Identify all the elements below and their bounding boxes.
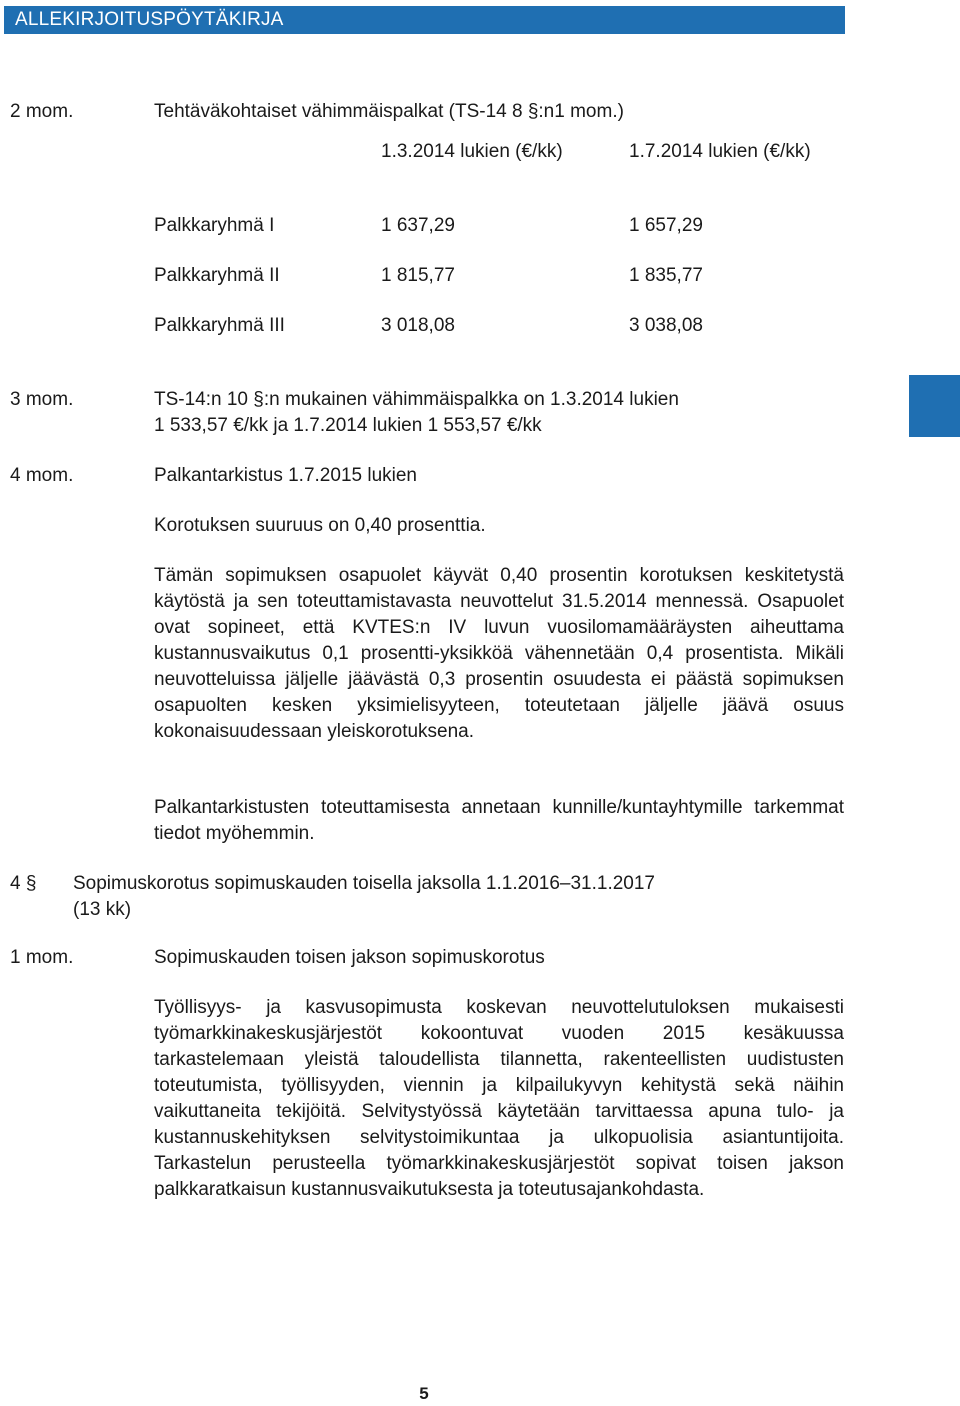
document-title: ALLEKIRJOITUSPÖYTÄKIRJA — [15, 9, 284, 30]
section-heading-line2: (13 kk) — [73, 899, 132, 920]
document-header-bar — [4, 6, 845, 34]
paragraph: Työllisyys- ja kasvusopimusta koskevan neuvottelutuloksen mukaisesti työmarkkinakeskusjärjestöt kokoontuvat vuoden 2015 kesäkuussa tarkastelemaan yleistä taloudellista tilannetta, rakenteellisten uudistusten toteutumista, työllisyyden, viennin ja kilpailukyvyn kehitystä sekä näihin vaikuttaneita tekijöitä. Selvitystyössä käytetään tarvittaessa apuna tulo- ja kustannuskehityksen selvitystoimikuntaa ja ulkopuolisia asiantuntijoita. Tarkastelun perusteella työmarkkinakeskusjärjestöt sopivat toisen jakson palkkaratkaisun kustannusvaikutuksesta ja toteutusajankohdasta. — [154, 997, 844, 1200]
section-4-mom-label: 4 mom. — [10, 465, 74, 486]
paragraph: Tämän sopimuksen osapuolet käyvät 0,40 prosentin korotuksen keskitetystä käytöstä ja sen toteuttamistavasta neuvottelut 31.5.2014 mennessä. Osapuolet ovat sopineet, että KVTES:n IV luvun vuosilomamääräysten aiheuttama kustannusvaikutus 0,1 prosentti-yksikköä vähennetään 0,4 prosentista. Mikäli neuvotteluissa jäljelle jäävästä 0,3 prosentin osuudesta ei päästä sopimuksen osapuolten kesken yksimielisyyteen, toteutetaan jäljelle jäävä osuus kokonaisuudessaan yleiskorotuksena. — [154, 565, 844, 742]
table-row-group: Palkkaryhmä III — [154, 315, 285, 336]
table-cell-value: 1 835,77 — [629, 265, 703, 286]
section-1-mom-label: 1 mom. — [10, 947, 74, 968]
page-number: 5 — [419, 1384, 429, 1403]
section-2-mom-label: 2 mom. — [10, 101, 74, 122]
section-1-mom-title: Sopimuskauden toisen jakson sopimuskorotus — [154, 947, 545, 968]
paragraph: Korotuksen suuruus on 0,40 prosenttia. — [154, 515, 486, 536]
table-row-group: Palkkaryhmä II — [154, 265, 280, 286]
table-cell-value: 3 038,08 — [629, 315, 703, 336]
section-4-mom-title: Palkantarkistus 1.7.2015 lukien — [154, 465, 417, 486]
section-3-mom-label: 3 mom. — [10, 389, 74, 410]
section-3-mom-line2: 1 533,57 €/kk ja 1.7.2014 lukien 1 553,57 €/kk — [154, 415, 542, 436]
paragraph: Palkantarkistusten toteuttamisesta annetaan kunnille/kuntayhtymille tarkemmat tiedot myöhemmin. — [154, 797, 844, 844]
side-marker-tab — [909, 375, 960, 437]
section-heading-line1: Sopimuskorotus sopimuskauden toisella jaksolla 1.1.2016–31.1.2017 — [73, 873, 655, 894]
column-header-1: 1.3.2014 lukien (€/kk) — [381, 141, 563, 162]
table-cell-value: 1 637,29 — [381, 215, 455, 236]
section-2-mom-title: Tehtäväkohtaiset vähimmäispalkat (TS-14 8 §:n1 mom.) — [154, 101, 624, 122]
table-cell-value: 1 815,77 — [381, 265, 455, 286]
column-header-2: 1.7.2014 lukien (€/kk) — [629, 141, 811, 162]
section-3-mom-line1: TS-14:n 10 §:n mukainen vähimmäispalkka on 1.3.2014 lukien — [154, 389, 679, 410]
table-cell-value: 3 018,08 — [381, 315, 455, 336]
section-number: 4 § — [10, 873, 37, 894]
table-cell-value: 1 657,29 — [629, 215, 703, 236]
table-row-group: Palkkaryhmä I — [154, 215, 275, 236]
